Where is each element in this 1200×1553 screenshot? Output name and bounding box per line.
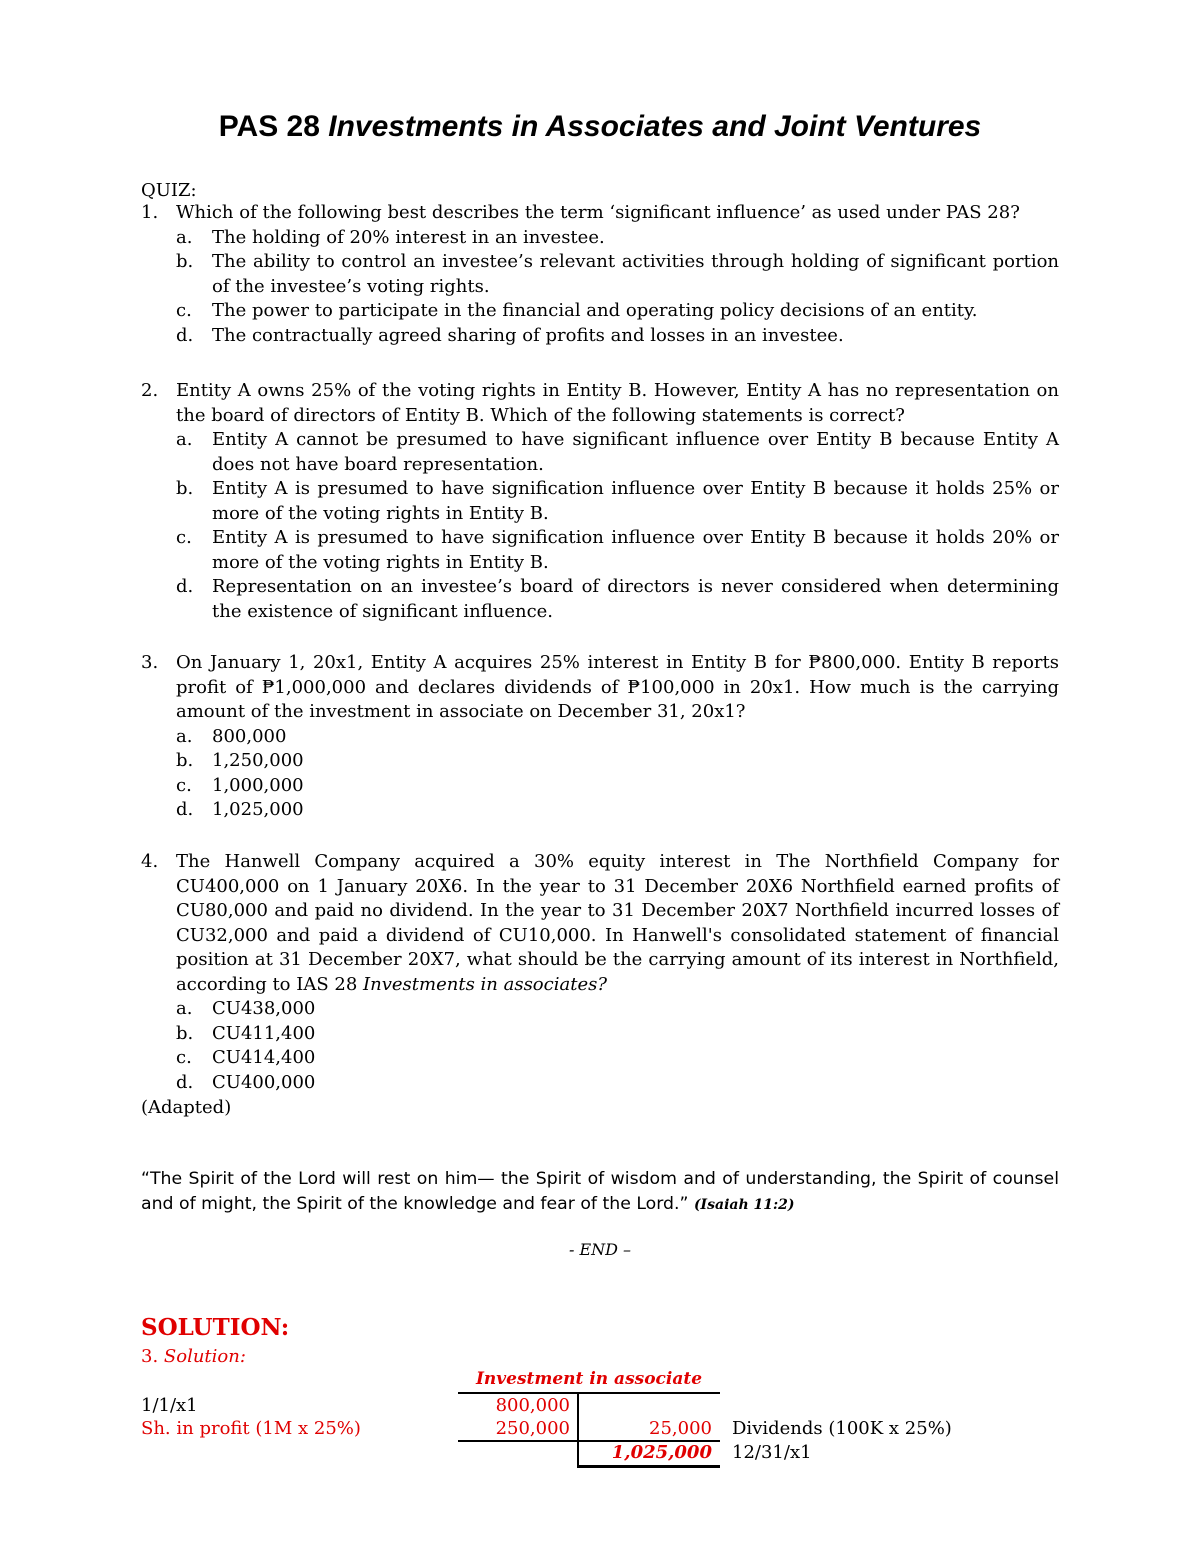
question-number: 1.: [141, 202, 159, 223]
page-title: [0, 110, 1200, 144]
choice-item: [176, 725, 1059, 750]
choice-letter: d.: [176, 799, 194, 820]
choice-letter: a.: [176, 429, 193, 450]
quiz-label: QUIZ:: [141, 180, 197, 201]
choice-letter: c.: [176, 300, 192, 321]
question-number: 2.: [141, 380, 159, 401]
choice-list: [176, 428, 1059, 624]
bible-verse: [141, 1167, 1059, 1218]
row-2-debit: 250,000: [495, 1418, 570, 1439]
question-stem: Entity A owns 25% of the voting rights in Entity B. However, Entity A has no representation on the board of directors of Entity B. Which of the following statements is correct?: [176, 380, 1059, 426]
question-3: [141, 651, 1059, 823]
choice-text: 1,250,000: [212, 750, 304, 771]
choice-text: The power to participate in the financial and operating policy decisions of an entity.: [212, 300, 978, 321]
question-stem-text: The Hanwell Company acquired a 30% equity interest in The Northfield Company for CU400,000 on 1 January 20X6. In the year to 31 December 20X6 Northfield earned profits of CU80,000 and paid no dividend. In the year to 31 December 20X7 Northfield incurred losses of CU32,000 and paid a dividend of CU10,000. In Hanwell's consolidated statement of financial position at 31 December 20X7, what should be the carrying amount of its interest in Northfield, according to IAS 28: [176, 851, 1059, 995]
choice-text: The holding of 20% interest in an investee.: [212, 226, 605, 248]
choice-letter: b.: [176, 1022, 194, 1044]
choice-letter: b.: [176, 251, 194, 272]
question-stem: [176, 850, 1059, 997]
choice-text: 800,000: [212, 725, 287, 747]
choice-text: 1,025,000: [212, 799, 304, 820]
choice-list: [176, 226, 1059, 349]
choice-item: [176, 299, 1059, 324]
choice-item: [176, 997, 1059, 1022]
question-stem: Which of the following best describes the term ‘significant influence’ as used under PAS 28?: [176, 202, 1020, 223]
choice-letter: b.: [176, 478, 194, 499]
choice-text: CU414,400: [212, 1047, 316, 1068]
choice-letter: c.: [176, 774, 192, 796]
choice-item: [176, 749, 1059, 774]
adapted-note: (Adapted): [141, 1097, 232, 1118]
t-account-top-rule: [458, 1392, 720, 1394]
choice-text: Entity A cannot be presumed to have significant influence over Entity B because Entity A does not have board representation.: [212, 429, 1059, 475]
question-1: [141, 201, 1059, 348]
choice-list: [176, 725, 1059, 823]
title-italic: Investments in Associates and Joint Ventures: [328, 110, 982, 143]
choice-item: [176, 575, 1059, 624]
t-account-center-rule: [577, 1392, 579, 1466]
solution-number: 3.: [141, 1346, 164, 1367]
choice-text: Representation on an investee’s board of directors is never considered when determining the existence of significant influence.: [212, 576, 1059, 622]
solution-heading: SOLUTION:: [141, 1314, 290, 1341]
choice-text: The contractually agreed sharing of profits and losses in an investee.: [212, 324, 844, 346]
solution-label: Solution:: [163, 1346, 246, 1367]
choice-text: CU400,000: [212, 1071, 316, 1093]
question-number: 3.: [141, 652, 159, 673]
end-marker: - END –: [568, 1240, 632, 1259]
choice-item: [176, 428, 1059, 477]
choice-letter: b.: [176, 750, 194, 771]
choice-text: 1,000,000: [212, 774, 304, 796]
choice-item: [176, 250, 1059, 299]
choice-letter: d.: [176, 576, 194, 597]
choice-letter: a.: [176, 998, 193, 1019]
row-1-debit: 800,000: [495, 1395, 570, 1416]
choice-letter: d.: [176, 324, 194, 346]
choice-item: [176, 324, 1059, 349]
choice-item: [176, 1022, 1059, 1047]
choice-letter: a.: [176, 725, 193, 747]
question-number: 4.: [141, 851, 159, 872]
choice-item: [176, 1071, 1059, 1096]
choice-item: [176, 526, 1059, 575]
row-2-credit: 25,000: [649, 1418, 712, 1439]
choice-item: [176, 1046, 1059, 1071]
choice-item: [176, 774, 1059, 799]
choice-item: [176, 477, 1059, 526]
solution-subheading: [141, 1346, 246, 1367]
t-account-double-rule: [577, 1465, 720, 1468]
choice-list: [176, 997, 1059, 1095]
question-4: [141, 850, 1059, 1095]
choice-text: Entity A is presumed to have signification influence over Entity B because it holds 20% or more of the voting rights in Entity B.: [212, 527, 1059, 573]
choice-letter: d.: [176, 1071, 194, 1093]
balance-label: 12/31/x1: [732, 1442, 812, 1463]
question-2: [141, 379, 1059, 624]
choice-letter: c.: [176, 1047, 192, 1068]
balance-amount: 1,025,000: [611, 1442, 712, 1463]
verse-reference: (Isaiah 11:2): [693, 1197, 795, 1213]
choice-text: The ability to control an investee’s relevant activities through holding of significant portion of the investee’s voting rights.: [212, 251, 1059, 297]
row-2-right-label: Dividends (100K x 25%): [732, 1418, 952, 1439]
question-stem: On January 1, 20x1, Entity A acquires 25% interest in Entity B for ₱800,000. Entity B reports profit of ₱1,000,000 and declares dividends of ₱100,000 in 20x1. How much is the carrying amount of the investment in associate on December 31, 20x1?: [176, 652, 1059, 722]
question-stem-italic: Investments in associates?: [363, 973, 607, 995]
verse-text: “The Spirit of the Lord will rest on him— the Spirit of wisdom and of understanding, the Spirit of counsel and of might, the Spirit of the knowledge and fear of the Lord.”: [141, 1169, 1059, 1214]
choice-text: CU411,400: [212, 1022, 316, 1044]
choice-letter: a.: [176, 226, 193, 248]
choice-text: Entity A is presumed to have signification influence over Entity B because it holds 25% or more of the voting rights in Entity B.: [212, 478, 1059, 524]
choice-item: [176, 798, 1059, 823]
row-2-left-label: Sh. in profit (1M x 25%): [141, 1418, 361, 1439]
title-prefix: PAS 28: [218, 110, 329, 143]
choice-item: [176, 226, 1059, 251]
choice-letter: c.: [176, 527, 192, 548]
choice-text: CU438,000: [212, 998, 316, 1019]
row-1-left-label: 1/1/x1: [141, 1395, 198, 1416]
t-account-title: Investment in associate: [475, 1369, 703, 1389]
